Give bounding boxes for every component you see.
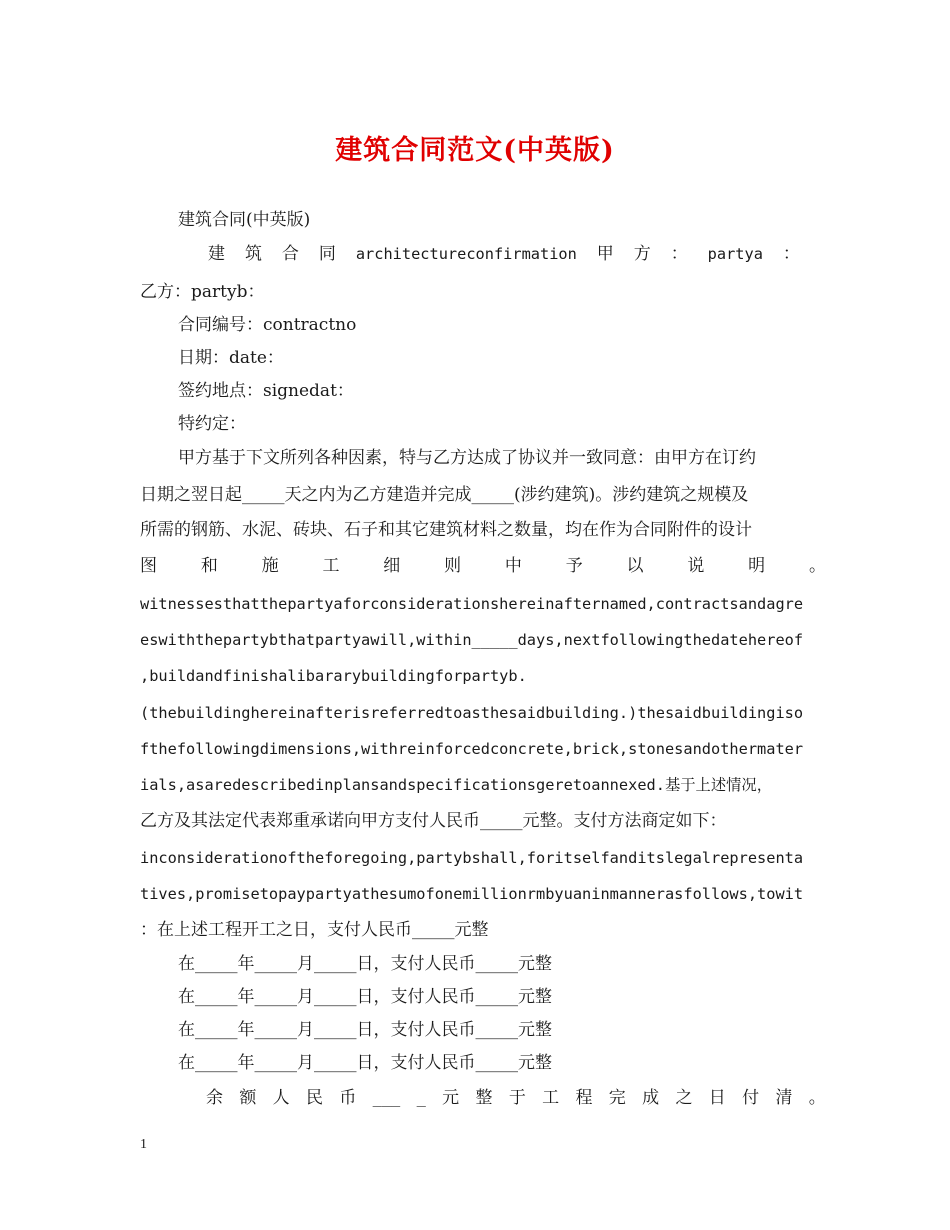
char: 之 — [675, 1088, 693, 1108]
char: 额 — [239, 1088, 257, 1108]
char: 予 — [565, 556, 583, 576]
english-line: (thebuildinghereinafterisreferredtoasthesaidbuilding.)thesaidbuildingiso — [140, 704, 804, 722]
english-line: witnessesthatthepartyaforconsiderationshereinafternamed,contractsandagre — [140, 595, 804, 613]
blank: _ — [416, 1089, 426, 1107]
english-line: fthefollowingdimensions,withreinforcedconcrete,brick,stonesandothermater — [140, 740, 804, 758]
header-char: 建 — [208, 244, 225, 264]
char: 完 — [608, 1088, 626, 1108]
header-char: 甲 — [596, 244, 614, 264]
paragraph-line: ：在上述工程开工之日，支付人民币_____元整 — [140, 920, 489, 940]
char: 清 — [775, 1088, 793, 1108]
header-char: 同 — [318, 244, 336, 264]
char: 。 — [808, 556, 826, 576]
signed-at-line: 签约地点：signedat： — [178, 381, 354, 401]
english-line: ,buildandfinishalibararybuildingforpartyb. — [140, 667, 527, 685]
english-line: tives,promisetopaypartyathesumofonemillionrmbyuaninmannerasfollows,towit — [140, 885, 804, 903]
paragraph-line: 所需的钢筋、水泥、砖块、石子和其它建筑材料之数量，均在作为合同附件的设计 — [140, 520, 752, 540]
char: 币 — [339, 1088, 357, 1108]
document-title: 建筑合同范文(中英版) — [335, 135, 615, 166]
char: 成 — [642, 1088, 660, 1108]
header-partya: partya — [707, 245, 763, 263]
date-line: 日期：date： — [178, 348, 284, 368]
char: 以 — [626, 556, 644, 576]
payment-line: 在_____年_____月_____日，支付人民币_____元整 — [178, 987, 552, 1007]
paragraph-line: 乙方及其法定代表郑重承诺向甲方支付人民币_____元整。支付方法商定如下： — [140, 811, 727, 831]
paragraph-line: 甲方基于下文所列各种因素，特与乙方达成了协议并一致同意：由甲方在订约 — [178, 448, 756, 468]
contract-header-line — [208, 244, 800, 264]
char: 工 — [322, 556, 340, 576]
char: 人 — [272, 1088, 290, 1108]
english-line: ials,asaredescribedinplansandspecificationsgeretoannexed.基于上述情况， — [140, 776, 773, 794]
char: 整 — [475, 1088, 493, 1108]
char: 和 — [200, 556, 218, 576]
char: 说 — [687, 556, 705, 576]
char: 中 — [504, 556, 522, 576]
header-char: 筑 — [244, 244, 262, 264]
char: 细 — [383, 556, 401, 576]
char: 程 — [575, 1088, 593, 1108]
payment-line: 在_____年_____月_____日，支付人民币_____元整 — [178, 1020, 552, 1040]
payment-line: 在_____年_____月_____日，支付人民币_____元整 — [178, 1053, 552, 1073]
char: 。 — [808, 1088, 826, 1108]
char: 明 — [748, 556, 766, 576]
header-english: architectureconfirmation — [355, 245, 577, 263]
blank: ___ — [372, 1089, 401, 1107]
english-line: eswiththepartybthatpartyawill,within_____days,nextfollowingthedatehereof — [140, 631, 804, 649]
contract-number: 合同编号：contractno — [178, 315, 357, 335]
char: 民 — [305, 1088, 323, 1108]
document-subtitle: 建筑合同(中英版) — [178, 210, 311, 230]
header-char: 合 — [281, 244, 299, 264]
char: 于 — [508, 1088, 526, 1108]
char: 日 — [708, 1088, 726, 1108]
page-number: 1 — [140, 1137, 147, 1152]
paragraph-line: 日期之翌日起_____天之内为乙方建造并完成_____(涉约建筑)。涉约建筑之规模及 — [140, 485, 749, 505]
char: 付 — [742, 1088, 760, 1108]
char: 图 — [140, 556, 157, 576]
header-char: 方 — [633, 244, 651, 264]
char: 则 — [444, 556, 462, 576]
header-char: ： — [670, 244, 688, 264]
char: 工 — [542, 1088, 560, 1108]
payment-line: 在_____年_____月_____日，支付人民币_____元整 — [178, 954, 552, 974]
partyb-line: 乙方：partyb： — [140, 282, 265, 302]
balance-line — [206, 1088, 826, 1108]
char: 元 — [442, 1088, 460, 1108]
english-line: inconsiderationoftheforegoing,partybshall,foritselfanditslegalrepresenta — [140, 849, 804, 867]
char: 施 — [261, 556, 279, 576]
justified-line — [140, 556, 826, 576]
header-char: ： — [782, 244, 800, 264]
special-terms-label: 特约定： — [178, 414, 246, 434]
char: 余 — [206, 1088, 223, 1108]
